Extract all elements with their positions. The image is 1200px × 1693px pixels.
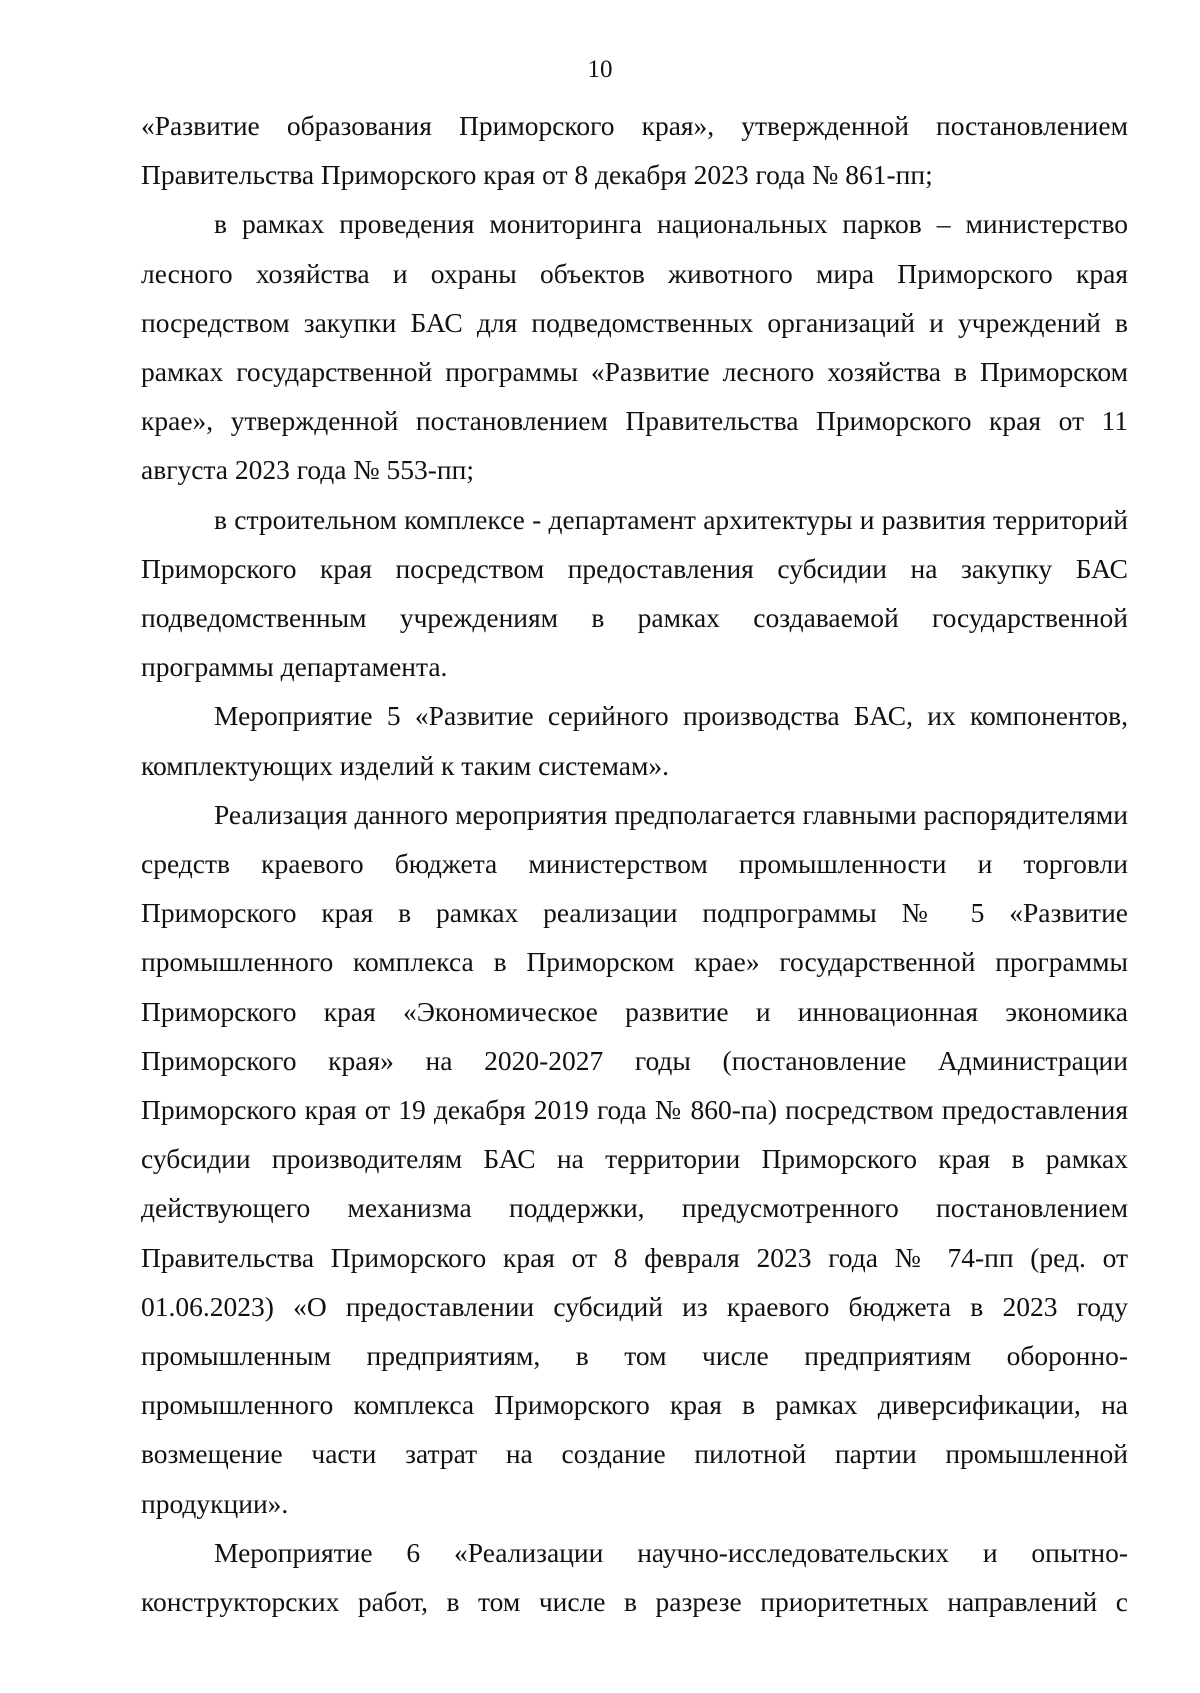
page-number: 10 bbox=[587, 56, 613, 83]
document-body bbox=[141, 101, 1128, 1626]
paragraph-program-education: «Развитие образования Приморского края», утвержденной постановлением Правительства Приморского края от 8 декабря 2023 года № 861-пп; bbox=[141, 110, 1128, 191]
paragraph-measure-6-title: Мероприятие 6 «Реализации научно-исследовательских и опытно-конструкторских работ, в том числе в разрезе приоритетных направлений с bbox=[141, 1536, 1128, 1618]
paragraph-measure-5-title: Мероприятие 5 «Развитие серийного производства БАС, их компонентов, комплектующих изделий к таким системам». bbox=[141, 700, 1128, 781]
paragraph-measure-5-implementation: Реализация данного мероприятия предполагается главными распорядителями средств краевого бюджета министерством промышленности и торговли Приморского края в рамках реализации подпрограммы № 5 «Развитие промышленного комплекса в Приморском крае» государственной программы Приморского края «Экономическое развитие и инновационная экономика Приморского края» на 2020-2027 годы (постановление Администрации Приморского края от 19 декабря 2019 года № 860-па) посредством предоставления субсидии производителям БАС на территории Приморского края в рамках действующего механизма поддержки, предусмотренного постановлением Правительства Приморского края от 8 февраля 2023 года № 74-пп (ред. от 01.06.2023) «О предоставлении субсидий из краевого бюджета в 2023 году промышленным предприятиям, в том числе предприятиям оборонно-промышленного комплекса Приморского края в рамках диверсификации, на возмещение части затрат на создание пилотной партии промышленной продукции». bbox=[141, 798, 1128, 1519]
paragraph-construction-complex: в строительном комплексе - департамент архитектуры и развития территорий Приморского края посредством предоставления субсидии на закупку БАС подведомственным учреждениям в рамках создаваемой государственной программы департамента. bbox=[141, 503, 1128, 683]
paragraph-national-parks-monitoring: в рамках проведения мониторинга национальных парков – министерство лесного хозяйства и охраны объектов животного мира Приморского края посредством закупки БАС для подведомственных организаций и учреждений в рамках государственной программы «Развитие лесного хозяйства в Приморском крае», утвержденной постановлением Правительства Приморского края от 11 августа 2023 года № 553-пп; bbox=[141, 208, 1128, 486]
